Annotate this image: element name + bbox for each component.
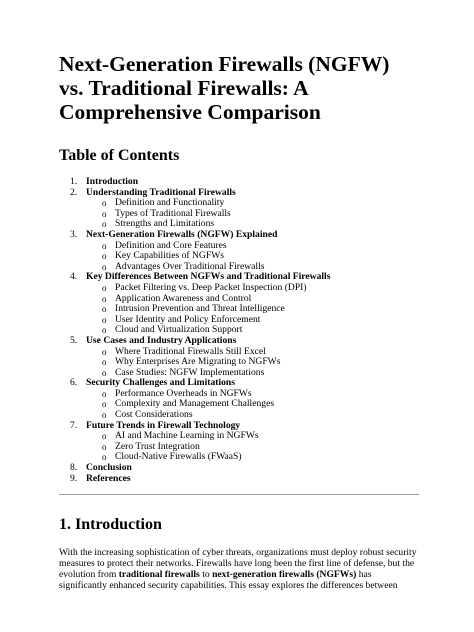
toc-item bbox=[59, 421, 419, 463]
bullet-icon: o bbox=[102, 399, 107, 410]
toc-item-label: Use Cases and Industry Applications bbox=[86, 334, 237, 346]
bullet-icon: o bbox=[102, 251, 107, 262]
toc-subitem-label: Performance Overheads in NGFWs bbox=[115, 387, 252, 399]
toc-subitem-label: Types of Traditional Firewalls bbox=[115, 207, 231, 219]
intro-text-1: With the increasing sophistication of cyber threats, organizations must deploy robust security measures to protect their networks. Firewalls have long been the first line of defense, but the evolution from bbox=[59, 547, 417, 581]
toc-subitem-label: Case Studies: NGFW Implementations bbox=[115, 366, 265, 378]
toc-subitem-label: Packet Filtering vs. Deep Packet Inspection (DPI) bbox=[115, 281, 307, 293]
toc-subitem-list bbox=[86, 389, 419, 421]
toc-item-label: Conclusion bbox=[86, 462, 132, 474]
toc-item bbox=[59, 336, 419, 378]
toc-item bbox=[59, 230, 419, 272]
toc-item bbox=[59, 188, 419, 230]
toc-subitem-label: Complexity and Management Challenges bbox=[115, 398, 275, 410]
bullet-icon: o bbox=[102, 198, 107, 209]
toc-subitem-label: Application Awareness and Control bbox=[115, 292, 252, 304]
table-of-contents bbox=[59, 177, 419, 484]
toc-item bbox=[59, 474, 419, 485]
toc-subitem-label: Where Traditional Firewalls Still Excel bbox=[115, 345, 266, 357]
toc-item-label: References bbox=[86, 472, 131, 484]
bullet-icon: o bbox=[102, 441, 107, 452]
toc-subitem-label: Definition and Functionality bbox=[115, 197, 225, 209]
toc-subitem-list bbox=[86, 198, 419, 230]
toc-subitem-list bbox=[86, 347, 419, 379]
toc-subitem-list bbox=[86, 241, 419, 273]
toc-item-label: Security Challenges and Limitations bbox=[86, 377, 235, 389]
toc-item-number: 8. bbox=[70, 462, 78, 474]
toc-subitem-label: Cost Considerations bbox=[115, 409, 193, 421]
toc-heading: Table of Contents bbox=[59, 147, 180, 164]
toc-item-label: Future Trends in Firewall Technology bbox=[86, 419, 241, 431]
introduction-heading: 1. Introduction bbox=[59, 516, 162, 534]
toc-subitem-label: Key Capabilities of NGFWs bbox=[115, 250, 224, 262]
document-page bbox=[59, 52, 419, 591]
toc-item-label: Understanding Traditional Firewalls bbox=[86, 186, 236, 198]
bullet-icon: o bbox=[102, 357, 107, 368]
bullet-icon: o bbox=[102, 388, 107, 399]
toc-item bbox=[59, 378, 419, 420]
toc-subitem-list bbox=[86, 431, 419, 463]
toc-subitem-label: Definition and Core Features bbox=[115, 239, 227, 251]
toc-subitem-label: Strengths and Limitations bbox=[115, 218, 215, 230]
bullet-icon: o bbox=[102, 282, 107, 293]
toc-item-label: Next-Generation Firewalls (NGFW) Explained bbox=[86, 228, 278, 240]
toc-item-number: 7. bbox=[70, 419, 78, 431]
toc-item-number: 3. bbox=[70, 228, 78, 240]
toc-item-number: 6. bbox=[70, 377, 78, 389]
bullet-icon: o bbox=[102, 261, 107, 272]
toc-subitem-label: Cloud and Virtualization Support bbox=[115, 324, 243, 336]
toc-subitem-label: Zero Trust Integration bbox=[115, 440, 200, 452]
section-divider bbox=[59, 494, 419, 495]
bullet-icon: o bbox=[102, 293, 107, 304]
toc-item bbox=[59, 272, 419, 336]
bullet-icon: o bbox=[102, 452, 107, 463]
toc-item-number: 4. bbox=[70, 271, 78, 283]
toc-subitem-label: AI and Machine Learning in NGFWs bbox=[115, 430, 259, 442]
bullet-icon: o bbox=[102, 219, 107, 230]
toc-subitem-label: Cloud-Native Firewalls (FWaaS) bbox=[115, 451, 242, 463]
intro-text-3: has significantly enhanced security capabilities. This essay explores the differences between bbox=[59, 569, 398, 592]
bullet-icon: o bbox=[102, 325, 107, 336]
toc-item-label: Introduction bbox=[86, 176, 139, 187]
toc-item-number: 1. bbox=[70, 176, 78, 187]
introduction-paragraph bbox=[59, 547, 421, 591]
toc-subitem-label: Intrusion Prevention and Threat Intelligence bbox=[115, 303, 285, 315]
toc-subitem-list bbox=[86, 283, 419, 336]
toc-subitem-label: User Identity and Policy Enforcement bbox=[115, 313, 261, 325]
document-title: Next-Generation Firewalls (NGFW) vs. Traditional Firewalls: A Comprehensive Comparison bbox=[59, 52, 390, 124]
toc-subitem-label: Why Enterprises Are Migrating to NGFWs bbox=[115, 356, 281, 368]
bullet-icon: o bbox=[102, 431, 107, 442]
bullet-icon: o bbox=[102, 208, 107, 219]
toc-subitem-label: Advantages Over Traditional Firewalls bbox=[115, 260, 265, 272]
toc-subitem bbox=[86, 452, 419, 463]
intro-bold-1: traditional firewalls bbox=[118, 569, 200, 581]
bullet-icon: o bbox=[102, 346, 107, 357]
bullet-icon: o bbox=[102, 410, 107, 421]
toc-item-label: Key Differences Between NGFWs and Traditional Firewalls bbox=[86, 271, 331, 283]
bullet-icon: o bbox=[102, 304, 107, 315]
toc-item-number: 9. bbox=[70, 472, 78, 484]
intro-text-2: to bbox=[199, 569, 213, 581]
intro-bold-2: next-generation firewalls (NGFWs) bbox=[212, 569, 357, 581]
toc-item-number: 5. bbox=[70, 334, 78, 346]
toc-item-number: 2. bbox=[70, 186, 78, 198]
bullet-icon: o bbox=[102, 240, 107, 251]
bullet-icon: o bbox=[102, 367, 107, 378]
bullet-icon: o bbox=[102, 314, 107, 325]
